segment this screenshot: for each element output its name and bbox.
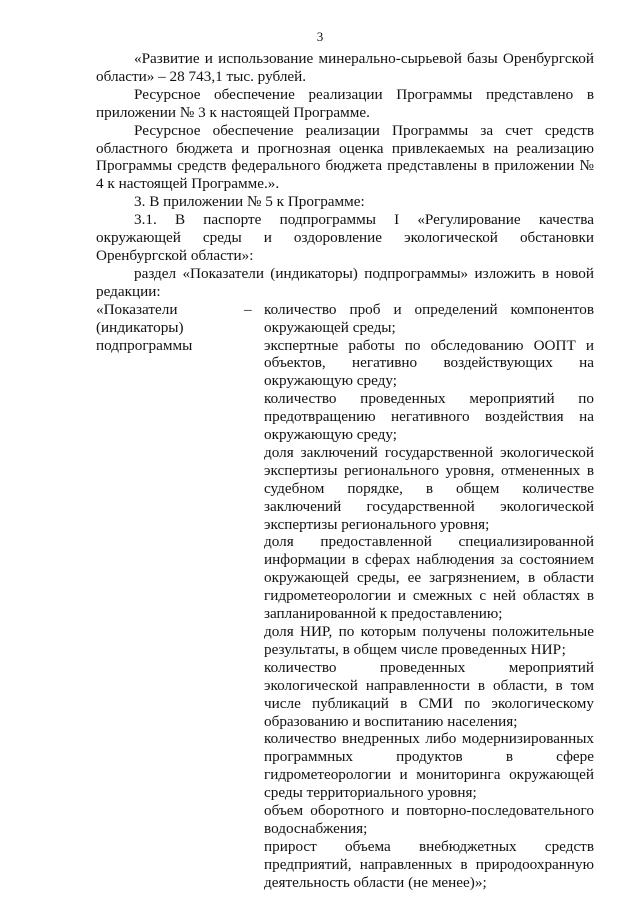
indicator-item: количество проб и определений компонентов окружающей среды; xyxy=(264,300,594,336)
paragraph-appendix-5: 3. В приложении № 5 к Программе: xyxy=(134,193,365,211)
indicator-item: доля НИР, по которым получены положительные результаты, в общем числе проведенных НИР; xyxy=(264,623,594,658)
indicators-label xyxy=(96,301,244,892)
page-number: 3 xyxy=(316,29,324,44)
indicator-item: доля заключений государственной экологической экспертизы регионального уровня, отмененных в судебном порядке, в общем количестве заключений государственной экологической экспертизы регионального уровня; xyxy=(264,443,594,533)
indicator-item: прирост объема внебюджетных средств предприятий, направленных в природоохранную деятельность области (не менее)»; xyxy=(264,837,594,891)
indicators-label-line: подпрограммы xyxy=(96,336,193,354)
indicators-label-line: «Показатели xyxy=(96,300,178,318)
indicator-item: количество внедренных либо модернизированных программных продуктов в сфере гидрометеорологии и мониторинга окружающей среды территориального уровня; xyxy=(264,730,594,802)
indicator-item: количество проведенных мероприятий по предотвращению негативного воздействия на окружающую среду; xyxy=(264,390,594,444)
indicators-list xyxy=(264,301,594,892)
paragraph-new-edition: раздел «Показатели (индикаторы) подпрограммы» изложить в новой редакции: xyxy=(96,264,594,300)
document-body xyxy=(96,50,594,892)
indicators-label-line: (индикаторы) xyxy=(96,318,184,336)
indicator-item: экспертные работы по обследованию ООПТ и объектов, негативно воздействующих на окружающую среду; xyxy=(264,336,594,390)
label-dash: – xyxy=(244,300,252,318)
indicator-item: доля предоставленной специализированной информации в сферах наблюдения за состоянием окружающей среды, ее загрязнением, в области гидрометеорологии и смежных с ней областях в запланированной к предоставлению; xyxy=(264,533,594,623)
indicator-item: объем оборотного и повторно-последовательного водоснабжения; xyxy=(264,802,594,837)
paragraph-resource-appendix-4: Ресурсное обеспечение реализации Программы за счет средств областного бюджета и прогнозная оценка привлекаемых на реализацию Программы средств федерального бюджета представлены в приложении № 4 к настоящей Программе.». xyxy=(96,121,594,193)
paragraph-mineral-base: «Развитие и использование минерально-сырьевой базы Оренбургской области» – 28 743,1 тыс. рублей. xyxy=(96,50,594,85)
paragraph-subprogram-passport: 3.1. В паспорте подпрограммы I «Регулирование качества окружающей среды и оздоровление экологической обстановки Оренбургской области»: xyxy=(96,211,594,264)
indicators-table xyxy=(96,301,594,892)
indicator-item: количество проведенных мероприятий экологической направленности в области, в том числе публикаций в СМИ по экологическому образованию и воспитанию населения; xyxy=(264,658,594,730)
paragraph-resource-appendix-3: Ресурсное обеспечение реализации Программы представлено в приложении № 3 к настоящей Программе. xyxy=(96,85,594,121)
